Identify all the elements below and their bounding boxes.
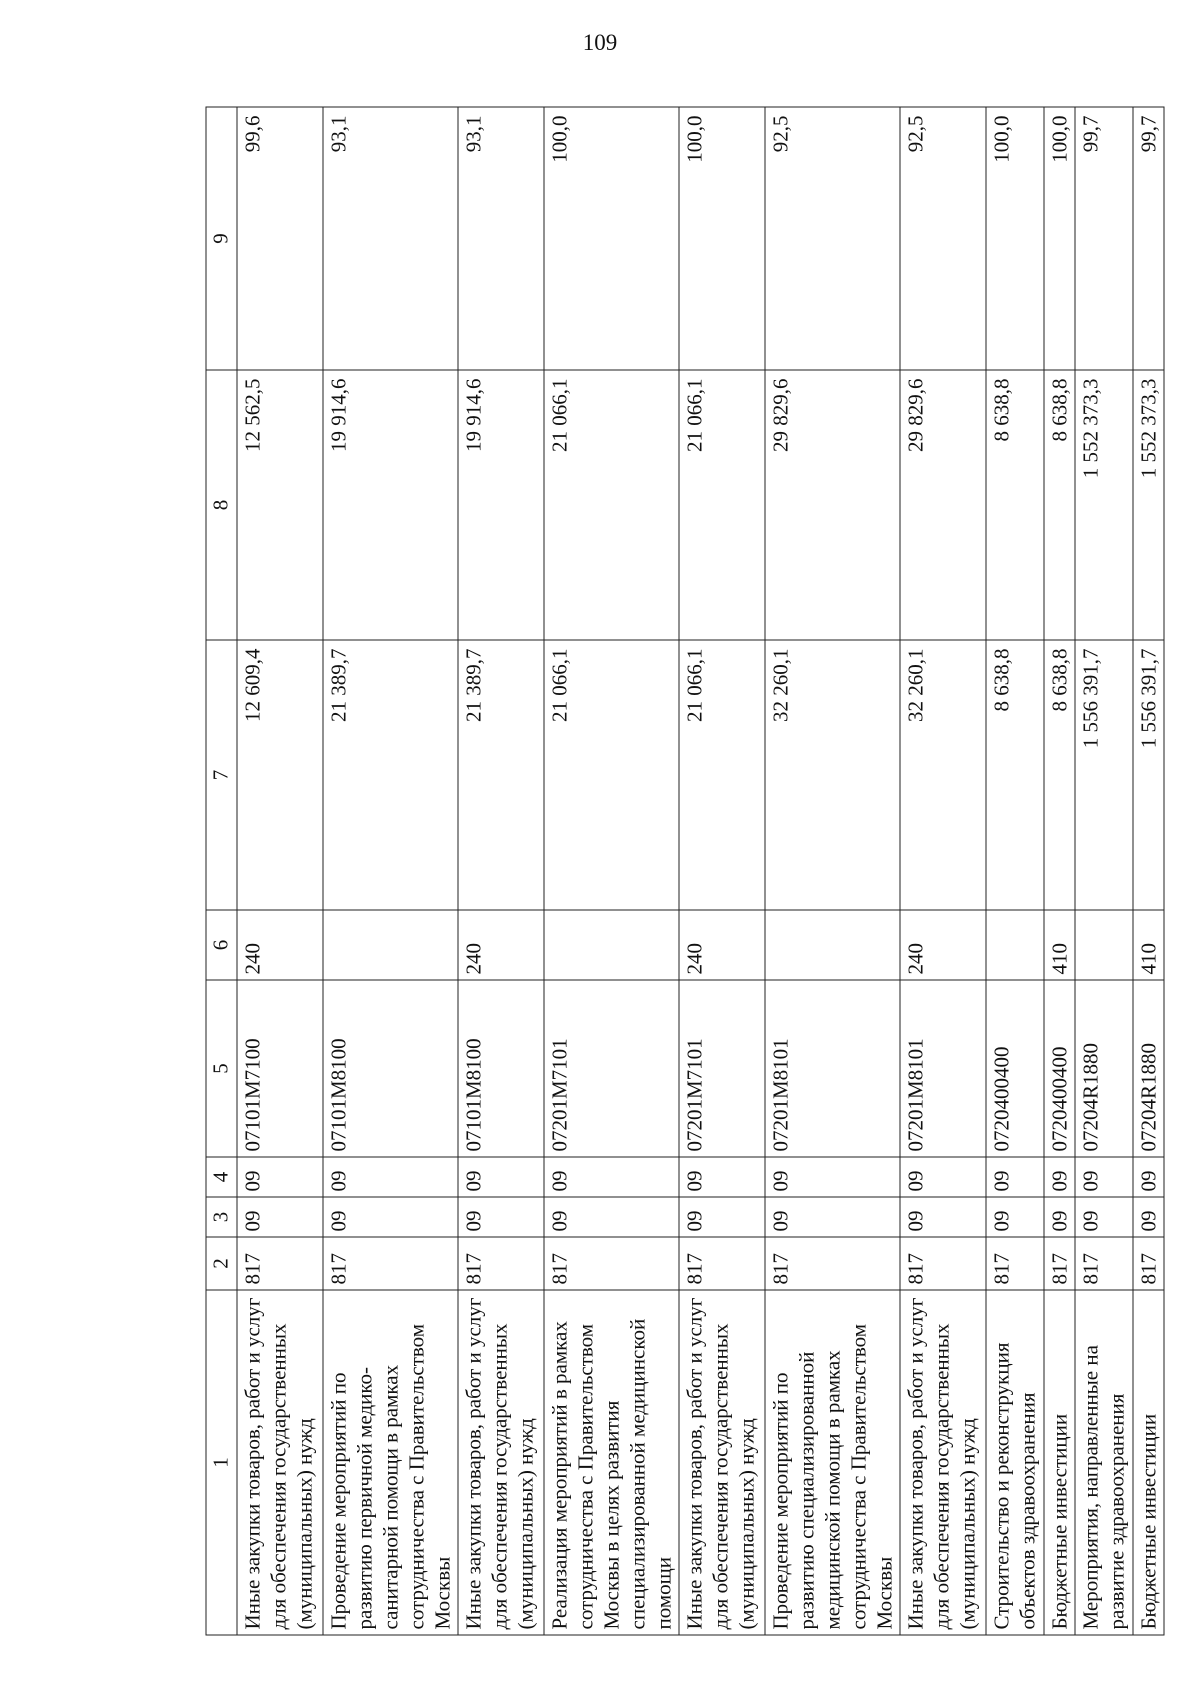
code-admin-cell: 817 <box>458 1237 544 1290</box>
table-row <box>458 107 544 1635</box>
code-expense-type-cell <box>765 910 900 980</box>
value-percent-cell: 93,1 <box>323 107 458 370</box>
table-row <box>765 107 900 1635</box>
value-planned-cell: 32 260,1 <box>765 640 900 910</box>
value-percent-cell: 99,7 <box>1075 107 1133 370</box>
code-expense-type-cell <box>544 910 679 980</box>
value-planned-cell: 1 556 391,7 <box>1075 640 1133 910</box>
code-expense-type-cell <box>986 910 1044 980</box>
value-planned-cell: 8 638,8 <box>1044 640 1075 910</box>
value-percent-cell: 92,5 <box>765 107 900 370</box>
code-admin-cell: 817 <box>986 1237 1044 1290</box>
code-section-cell: 09 <box>679 1197 765 1237</box>
code-expense-type-cell <box>323 910 458 980</box>
code-subsection-cell: 09 <box>544 1157 679 1197</box>
value-actual-cell: 8 638,8 <box>1044 370 1075 640</box>
code-subsection-cell: 09 <box>1075 1157 1133 1197</box>
code-expense-type-cell: 240 <box>900 910 986 980</box>
row-name-cell: Реализация мероприятий в рамках сотрудничества с Правительством Москвы в целях развития специализированной медицинской помощи <box>544 1290 679 1635</box>
code-admin-cell: 817 <box>323 1237 458 1290</box>
value-percent-cell: 99,6 <box>237 107 323 370</box>
code-target-cell: 07201М8101 <box>900 980 986 1157</box>
header-row <box>206 107 237 1635</box>
row-name-cell: Проведение мероприятий по развитию специализированной медицинской помощи в рамках сотрудничества с Правительством Москвы <box>765 1290 900 1635</box>
table-row <box>1044 107 1075 1635</box>
code-section-cell: 09 <box>458 1197 544 1237</box>
column-header: 7 <box>206 640 237 910</box>
table-row <box>986 107 1044 1635</box>
table-row <box>323 107 458 1635</box>
code-admin-cell: 817 <box>1133 1237 1164 1290</box>
column-header: 6 <box>206 910 237 980</box>
value-actual-cell: 21 066,1 <box>544 370 679 640</box>
value-planned-cell: 12 609,4 <box>237 640 323 910</box>
row-name-cell: Проведение мероприятий по развитию первичной медико-санитарной помощи в рамках сотрудничества с Правительством Москвы <box>323 1290 458 1635</box>
code-subsection-cell: 09 <box>237 1157 323 1197</box>
table-row <box>1133 107 1164 1635</box>
value-actual-cell: 1 552 373,3 <box>1133 370 1164 640</box>
column-header: 4 <box>206 1157 237 1197</box>
row-name-cell: Мероприятия, направленные на развитие здравоохранения <box>1075 1290 1133 1635</box>
code-target-cell: 07201М7101 <box>679 980 765 1157</box>
table-row <box>237 107 323 1635</box>
column-header: 5 <box>206 980 237 1157</box>
value-actual-cell: 29 829,6 <box>900 370 986 640</box>
value-planned-cell: 21 389,7 <box>458 640 544 910</box>
table-row <box>544 107 679 1635</box>
value-planned-cell: 8 638,8 <box>986 640 1044 910</box>
code-section-cell: 09 <box>1044 1197 1075 1237</box>
code-admin-cell: 817 <box>544 1237 679 1290</box>
value-planned-cell: 21 066,1 <box>679 640 765 910</box>
code-target-cell: 07101М7100 <box>237 980 323 1157</box>
code-expense-type-cell: 410 <box>1044 910 1075 980</box>
value-percent-cell: 100,0 <box>544 107 679 370</box>
code-admin-cell: 817 <box>765 1237 900 1290</box>
code-subsection-cell: 09 <box>986 1157 1044 1197</box>
code-expense-type-cell: 410 <box>1133 910 1164 980</box>
row-name-cell: Строительство и реконструкция объектов здравоохранения <box>986 1290 1044 1635</box>
code-section-cell: 09 <box>1075 1197 1133 1237</box>
value-actual-cell: 29 829,6 <box>765 370 900 640</box>
code-subsection-cell: 09 <box>1044 1157 1075 1197</box>
code-expense-type-cell: 240 <box>458 910 544 980</box>
row-name-cell: Иные закупки товаров, работ и услуг для обеспечения государственных (муниципальных) нужд <box>900 1290 986 1635</box>
code-expense-type-cell: 240 <box>237 910 323 980</box>
code-subsection-cell: 09 <box>679 1157 765 1197</box>
row-name-cell: Бюджетные инвестиции <box>1133 1290 1164 1635</box>
code-target-cell: 07201М8101 <box>765 980 900 1157</box>
table-row <box>900 107 986 1635</box>
code-section-cell: 09 <box>544 1197 679 1237</box>
code-target-cell: 07204R1880 <box>1133 980 1164 1157</box>
code-expense-type-cell: 240 <box>679 910 765 980</box>
code-admin-cell: 817 <box>1044 1237 1075 1290</box>
value-percent-cell: 93,1 <box>458 107 544 370</box>
value-actual-cell: 19 914,6 <box>323 370 458 640</box>
column-header: 9 <box>206 107 237 370</box>
code-admin-cell: 817 <box>679 1237 765 1290</box>
code-section-cell: 09 <box>900 1197 986 1237</box>
value-actual-cell: 19 914,6 <box>458 370 544 640</box>
code-admin-cell: 817 <box>900 1237 986 1290</box>
code-subsection-cell: 09 <box>900 1157 986 1197</box>
page-number: 109 <box>582 30 618 55</box>
code-admin-cell: 817 <box>1075 1237 1133 1290</box>
column-header: 8 <box>206 370 237 640</box>
value-percent-cell: 100,0 <box>679 107 765 370</box>
value-planned-cell: 32 260,1 <box>900 640 986 910</box>
value-actual-cell: 8 638,8 <box>986 370 1044 640</box>
code-section-cell: 09 <box>986 1197 1044 1237</box>
budget-table <box>205 106 1164 1635</box>
code-target-cell: 07101М8100 <box>458 980 544 1157</box>
code-admin-cell: 817 <box>237 1237 323 1290</box>
code-subsection-cell: 09 <box>1133 1157 1164 1197</box>
code-section-cell: 09 <box>323 1197 458 1237</box>
value-planned-cell: 21 066,1 <box>544 640 679 910</box>
table-row <box>1075 107 1133 1635</box>
column-header: 3 <box>206 1197 237 1237</box>
code-target-cell: 07201М7101 <box>544 980 679 1157</box>
value-percent-cell: 92,5 <box>900 107 986 370</box>
value-actual-cell: 1 552 373,3 <box>1075 370 1133 640</box>
value-actual-cell: 21 066,1 <box>679 370 765 640</box>
code-expense-type-cell <box>1075 910 1133 980</box>
code-subsection-cell: 09 <box>323 1157 458 1197</box>
column-header: 1 <box>206 1290 237 1635</box>
row-name-cell: Бюджетные инвестиции <box>1044 1290 1075 1635</box>
value-percent-cell: 100,0 <box>986 107 1044 370</box>
column-header: 2 <box>206 1237 237 1290</box>
row-name-cell: Иные закупки товаров, работ и услуг для обеспечения государственных (муниципальных) нужд <box>458 1290 544 1635</box>
code-target-cell: 07204R1880 <box>1075 980 1133 1157</box>
value-actual-cell: 12 562,5 <box>237 370 323 640</box>
value-percent-cell: 99,7 <box>1133 107 1164 370</box>
value-planned-cell: 21 389,7 <box>323 640 458 910</box>
code-subsection-cell: 09 <box>458 1157 544 1197</box>
code-target-cell: 0720400400 <box>986 980 1044 1157</box>
code-section-cell: 09 <box>237 1197 323 1237</box>
code-target-cell: 07101М8100 <box>323 980 458 1157</box>
value-percent-cell: 100,0 <box>1044 107 1075 370</box>
code-section-cell: 09 <box>1133 1197 1164 1237</box>
code-subsection-cell: 09 <box>765 1157 900 1197</box>
code-target-cell: 0720400400 <box>1044 980 1075 1157</box>
value-planned-cell: 1 556 391,7 <box>1133 640 1164 910</box>
table-container <box>205 107 1160 1635</box>
row-name-cell: Иные закупки товаров, работ и услуг для обеспечения государственных (муниципальных) нужд <box>679 1290 765 1635</box>
row-name-cell: Иные закупки товаров, работ и услуг для обеспечения государственных (муниципальных) нужд <box>237 1290 323 1635</box>
table-row <box>679 107 765 1635</box>
code-section-cell: 09 <box>765 1197 900 1237</box>
